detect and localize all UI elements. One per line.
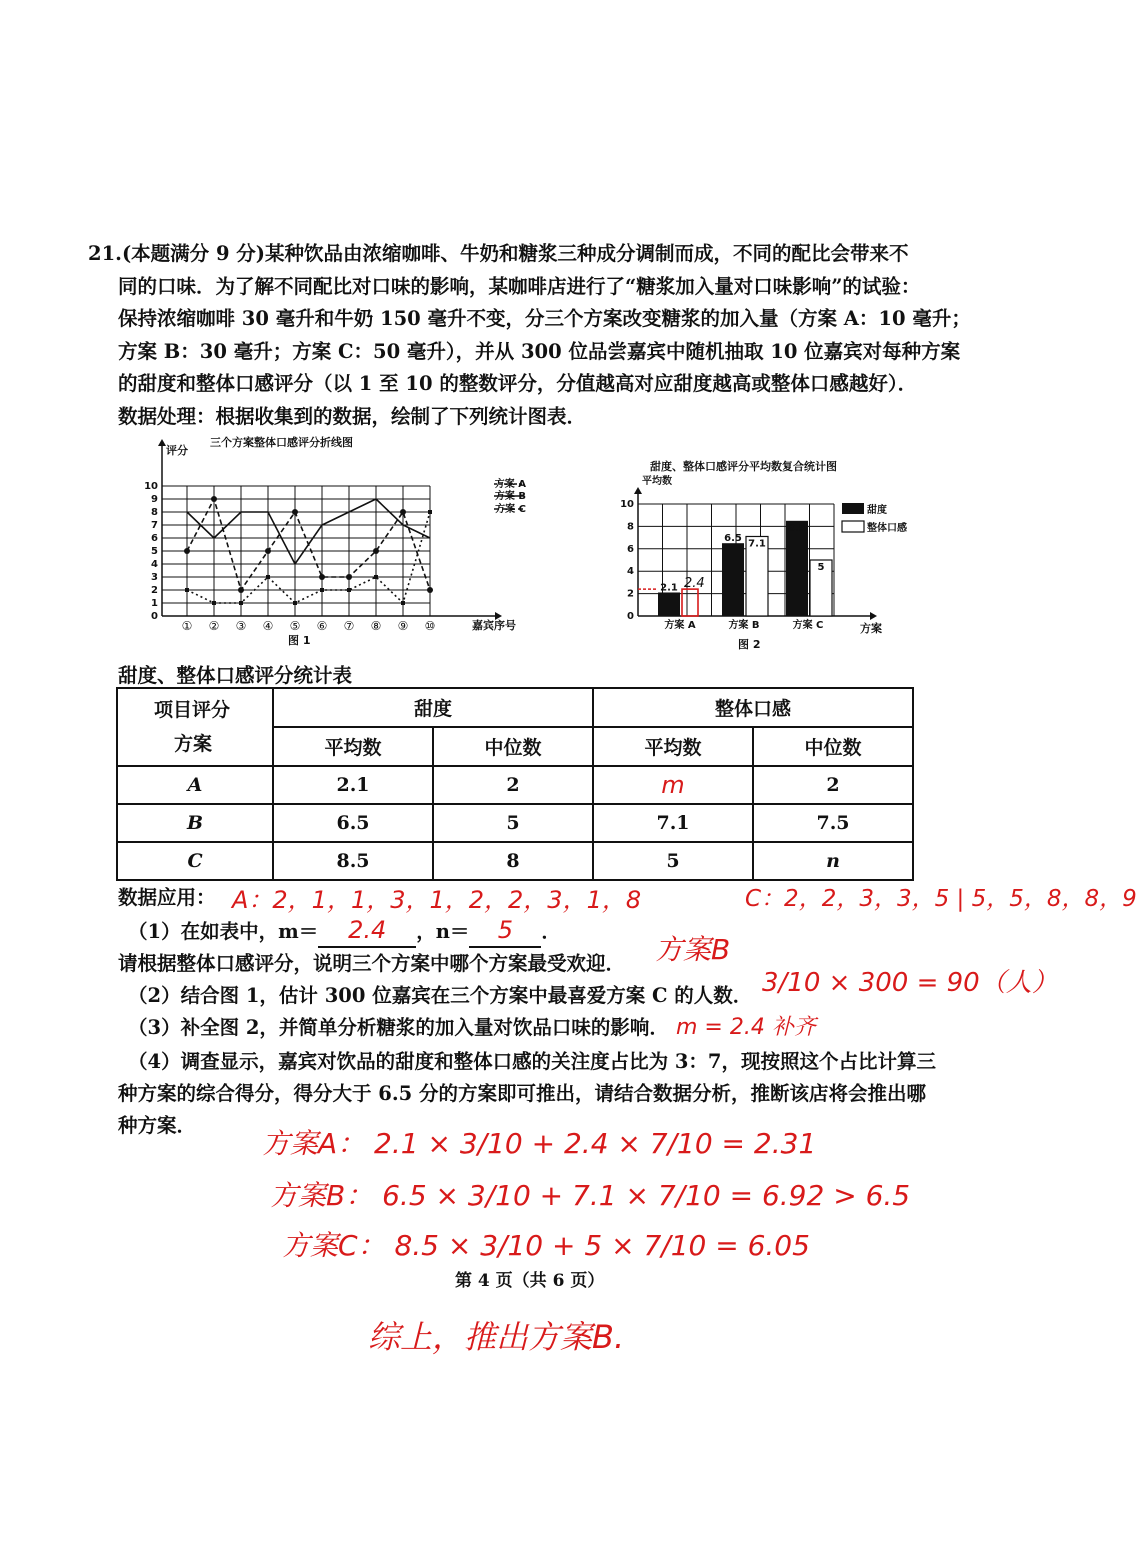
- fig1-y-arrow: [158, 439, 166, 446]
- q1-end: ．: [541, 920, 561, 943]
- fig1-x-tick-label: ①: [181, 619, 193, 633]
- fig1-ylabel: 评分: [166, 444, 188, 457]
- question-4-line-1: （4）调查显示，嘉宾对饮品的甜度和整体口感的关注度占比为 3：7，现按照这个占比计算三: [128, 1050, 936, 1073]
- fig1-data-point: [401, 601, 405, 605]
- fig2-xlabel: 方案: [860, 622, 882, 635]
- fig2-data-label-sweet: 8.5: [788, 522, 806, 534]
- fig2-y-tick-label: 0: [627, 611, 634, 622]
- fig1-x-tick-label: ②: [208, 619, 220, 633]
- fig2-data-label-sweet: 6.5: [724, 533, 742, 545]
- handwritten-plan-c: 方案C： 8.5 × 3/10 + 5 × 7/10 = 6.05: [282, 1229, 810, 1262]
- fig2-y-arrow: [634, 487, 642, 494]
- problem-line-1: (本题满分 9 分)某种饮品由浓缩咖啡、牛奶和糖浆三种成分调制而成，不同的配比会带来不: [121, 242, 909, 265]
- table-row: [117, 766, 913, 804]
- table-cell: 6.5: [273, 804, 433, 842]
- table-cell-m: m: [593, 766, 753, 804]
- page-footer: 第 4 页（共 6 页）: [455, 1271, 605, 1291]
- fig1-data-point: [212, 601, 216, 605]
- q1-mid: ，n＝: [416, 920, 470, 943]
- application-label: 数据应用：: [118, 886, 216, 909]
- table-sub-median-2: 中位数: [753, 727, 913, 766]
- fig2-bar-sweet: [658, 592, 680, 616]
- fig1-x-tick-label: ⑥: [316, 619, 328, 633]
- fig1-data-point: [373, 548, 379, 554]
- fig1-y-tick-label: 8: [151, 507, 158, 518]
- table-sub-median-1: 中位数: [433, 727, 593, 766]
- fig1-xlabel: 嘉宾序号: [472, 619, 516, 632]
- fig2-x-tick-label: 方案 A: [664, 620, 696, 631]
- fig1-data-point: [185, 588, 189, 592]
- problem-line-3: 保持浓缩咖啡 30 毫升和牛奶 150 毫升不变，分三个方案改变糖浆的加入量（方案 A：10 毫升；: [118, 307, 971, 330]
- fig1-data-point: [266, 575, 270, 579]
- fig2-y-tick-label: 10: [620, 499, 634, 510]
- fig1-x-tick-label: ⑨: [397, 619, 409, 633]
- table-cell: 2: [753, 766, 913, 804]
- q1-prefix: （1）在如表中，m＝: [128, 920, 319, 943]
- table-corner-top: 项目评分: [154, 699, 231, 721]
- fig1-data-point: [428, 510, 432, 514]
- table-title: 甜度、整体口感评分统计表: [118, 664, 353, 687]
- fig1-data-point: [184, 548, 190, 554]
- table-sub-mean-1: 平均数: [273, 727, 433, 766]
- table-row: [117, 804, 913, 842]
- fig1-data-point: [293, 601, 297, 605]
- fig1-x-tick-label: ⑧: [370, 619, 382, 633]
- table-cell-n: n: [753, 842, 913, 880]
- fig2-y-tick-label: 4: [627, 566, 634, 578]
- table-cell: 7.1: [593, 804, 753, 842]
- question-4-line-2: 种方案的综合得分，得分大于 6.5 分的方案即可推出，请结合数据分析，推断该店将会推出哪: [118, 1082, 927, 1105]
- fig2-data-label-overall: 5: [817, 562, 825, 573]
- fig2-bar-sweet: [722, 543, 744, 616]
- table-header-overall: 整体口感: [593, 688, 913, 727]
- table-row: [117, 842, 913, 880]
- fig1-x-tick-label: ⑦: [343, 619, 355, 633]
- fig2-x-tick-label: 方案 B: [728, 620, 760, 631]
- question-2: （2）结合图 1，估计 300 位嘉宾在三个方案中最喜爱方案 C 的人数．: [128, 984, 753, 1007]
- fig1-y-tick-label: 5: [151, 546, 158, 557]
- table-cell: 8: [433, 842, 593, 880]
- fig1-data-point: [427, 587, 433, 593]
- fig1-data-point: [347, 588, 351, 592]
- fig2-ylabel: 平均数: [642, 476, 672, 487]
- fig1-y-tick-label: 4: [151, 559, 158, 570]
- problem-statement: [88, 238, 988, 433]
- fig1-x-tick-label: ⑩: [424, 619, 436, 633]
- question-1b: 请根据整体口感评分，说明三个方案中哪个方案最受欢迎．: [118, 952, 626, 975]
- fig1-data-point: [292, 509, 298, 515]
- fig1-data-point: [400, 509, 406, 515]
- fig1-legend-b: 方案 B: [494, 491, 526, 502]
- handwritten-list-c: C：2，2，3，3，5 | 5，5，8，8，9: [745, 886, 1137, 912]
- table-cell: 5: [593, 842, 753, 880]
- fig2-y-tick-label: 8: [627, 521, 634, 533]
- problem-line-6: 数据处理：根据收集到的数据，绘制了下列统计图表．: [118, 404, 587, 428]
- question-4-line-3: 种方案．: [118, 1114, 197, 1137]
- table-header-sweetness: 甜度: [273, 688, 593, 727]
- fig2-data-label-overall: 7.1: [748, 538, 766, 550]
- fig1-series-line: [187, 512, 430, 603]
- fig1-y-tick-label: 2: [151, 585, 158, 596]
- fig2-bar-sweet: [786, 521, 808, 616]
- handwritten-q3-answer: m = 2.4 补齐: [676, 1015, 816, 1040]
- fig2-x-arrow: [870, 612, 877, 620]
- fig2-legend-overall: 整体口感: [867, 523, 907, 534]
- figure-2-bar-chart: [610, 458, 910, 656]
- m-answer-blank: 2.4: [318, 914, 416, 948]
- handwritten-list-a: A：2，1，1，3，1，2，2，3，1，8: [232, 886, 642, 914]
- handwritten-q1-answer: 方案B: [655, 933, 731, 966]
- table-cell: 8.5: [273, 842, 433, 880]
- fig1-data-point: [319, 574, 325, 580]
- fig1-series-line: [187, 499, 430, 590]
- table-cell: 5: [433, 804, 593, 842]
- fig1-legend-a: 方案 A: [494, 479, 526, 490]
- fig1-data-point: [346, 574, 352, 580]
- fig2-data-label-sweet: 2.1: [660, 582, 678, 594]
- table-cell: 2.1: [273, 766, 433, 804]
- fig1-data-point: [374, 575, 378, 579]
- fig2-x-tick-label: 方案 C: [792, 620, 824, 631]
- n-answer-blank: 5: [469, 914, 541, 948]
- problem-line-2: 同的口味．为了解不同配比对口味的影响，某咖啡店进行了“糖浆加入量对口味影响”的试验：: [118, 274, 921, 298]
- fig1-y-tick-label: 7: [151, 520, 158, 531]
- fig1-data-point: [211, 496, 217, 502]
- fig1-data-point: [320, 588, 324, 592]
- fig1-y-tick-label: 10: [144, 481, 158, 492]
- fig1-x-tick-label: ④: [262, 619, 274, 633]
- handwritten-plan-a: 方案A： 2.1 × 3/10 + 2.4 × 7/10 = 2.31: [262, 1127, 817, 1160]
- fig2-y-tick-label: 6: [627, 543, 634, 555]
- question-1: [118, 914, 1008, 948]
- table-row-name: C: [117, 842, 273, 880]
- fig1-x-tick-label: ③: [235, 619, 247, 633]
- fig1-y-tick-label: 3: [151, 572, 158, 583]
- fig1-y-tick-label: 1: [151, 598, 158, 609]
- fig1-caption: 图 1: [288, 634, 311, 647]
- table-cell: 7.5: [753, 804, 913, 842]
- fig1-y-tick-label: 9: [151, 494, 158, 505]
- table-sub-mean-2: 平均数: [593, 727, 753, 766]
- fig2-title: 甜度、整体口感评分平均数复合统计图: [650, 460, 837, 473]
- fig2-caption: 图 2: [738, 638, 761, 651]
- table-row-name: B: [117, 804, 273, 842]
- figure-1-line-chart: [130, 436, 530, 651]
- fig1-legend: [494, 477, 526, 515]
- score-table: [116, 687, 914, 881]
- handwritten-q2-answer: 3/10 × 300 = 90（人）: [762, 968, 1058, 998]
- fig1-data-point: [238, 587, 244, 593]
- problem-line-5: 的甜度和整体口感评分（以 1 至 10 的整数评分，分值越高对应甜度越高或整体口感越好）．: [118, 372, 918, 395]
- table-row-name: A: [117, 766, 273, 804]
- fig2-plot-area: [620, 487, 877, 631]
- fig1-x-tick-label: ⑤: [289, 619, 301, 633]
- table-corner-cell: [117, 688, 273, 766]
- fig1-data-point: [239, 601, 243, 605]
- problem-number: 21.: [88, 242, 122, 265]
- problem-line-4: 方案 B：30 毫升；方案 C：50 毫升），并从 300 位品尝嘉宾中随机抽取 10 位嘉宾对每种方案: [118, 339, 961, 363]
- table-cell: 2: [433, 766, 593, 804]
- fig2-legend-sweet: 甜度: [867, 505, 887, 516]
- fig2-handwritten-label: 2.4: [684, 576, 705, 592]
- handwritten-conclusion: 综上，推出方案B.: [368, 1318, 625, 1356]
- question-3: （3）补全图 2，并简单分析糖浆的加入量对饮品口味的影响．: [128, 1016, 669, 1039]
- fig1-y-tick-label: 6: [151, 533, 158, 544]
- fig1-plot-area: [144, 439, 502, 633]
- handwritten-plan-b: 方案B： 6.5 × 3/10 + 7.1 × 7/10 = 6.92 > 6.5: [270, 1179, 911, 1212]
- table-corner-bottom: 方案: [174, 733, 213, 755]
- fig2-legend: [842, 503, 907, 534]
- fig1-data-point: [265, 548, 271, 554]
- fig1-title: 三个方案整体口感评分折线图: [210, 436, 353, 449]
- fig1-legend-c: 方案 C: [495, 504, 526, 515]
- fig1-y-tick-label: 0: [151, 611, 158, 622]
- fig2-y-tick-label: 2: [627, 588, 634, 600]
